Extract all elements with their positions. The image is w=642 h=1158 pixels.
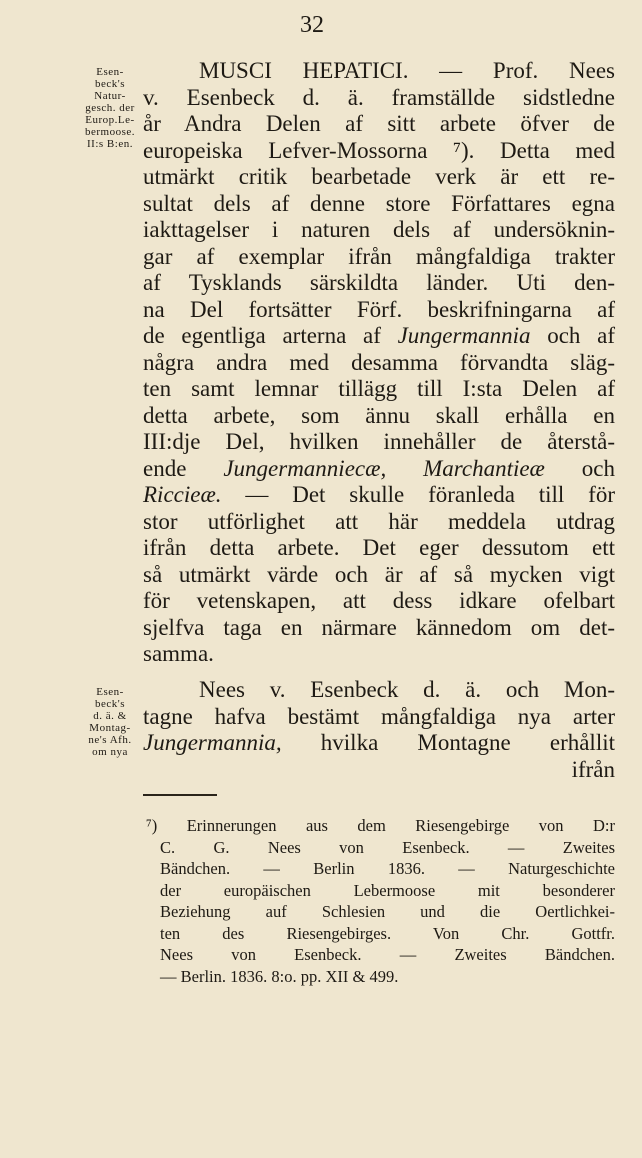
text-segment: ten des Riesengebirges. Von Chr. Gottfr. <box>160 923 615 943</box>
text-line <box>143 615 615 642</box>
italic-taxon-name: Jungermannia <box>397 323 531 348</box>
text-line <box>160 923 615 945</box>
second-paragraph <box>143 676 615 782</box>
text-line <box>160 944 615 966</box>
margin-note-esenbeck-lebermoose <box>78 66 142 150</box>
text-segment: C. G. Nees von Esenbeck. — Zweites <box>160 837 615 857</box>
text-line <box>143 244 615 271</box>
text-segment: der europäischen Lebermoose mit besonderer <box>160 880 615 900</box>
text-line <box>143 350 615 377</box>
text-line <box>143 482 615 509</box>
margin-note-line: beck's <box>94 78 126 90</box>
text-segment: na Del fortsätter Förf. beskrifningarna af <box>143 296 615 322</box>
text-line <box>143 85 615 112</box>
text-line <box>143 191 615 218</box>
text-segment: sjelfva taga en närmare kännedom om det- <box>143 614 615 640</box>
text-segment: MUSCI HEPATICI. — Prof. Nees <box>199 58 615 83</box>
margin-note-line: ne's Afh. <box>88 734 132 746</box>
page-number: 32 <box>300 12 324 38</box>
margin-note-line: bermoose. <box>84 126 135 138</box>
text-segment: ende <box>143 455 224 481</box>
italic-taxon-name: Riccieæ. <box>143 482 222 507</box>
text-line <box>160 880 615 902</box>
text-line <box>143 403 615 430</box>
text-segment: europeiska Lefver-Mossorna ⁷). Detta med <box>143 137 615 163</box>
text-line <box>160 858 615 880</box>
text-line <box>160 901 615 923</box>
text-segment: III:dje Del, hvilken innehåller de återstå- <box>143 429 615 454</box>
text-segment: och af <box>530 323 615 348</box>
text-line <box>143 535 615 562</box>
margin-note-line: Esen- <box>96 66 124 78</box>
text-line <box>143 509 615 536</box>
margin-note-line: Esen- <box>96 686 124 698</box>
text-line <box>143 756 615 783</box>
text-segment: samma. <box>143 641 214 666</box>
text-line <box>143 703 615 730</box>
text-segment: utmärkt critik bearbetade verk är ett re- <box>143 164 615 189</box>
text-segment: v. Esenbeck d. ä. framställde sidstledne <box>143 84 615 110</box>
text-segment: iakttagelser i naturen dels af undersöknin- <box>143 217 615 242</box>
margin-note-line: d. ä. & <box>93 710 127 722</box>
text-segment: sultat dels af denne store Författares egna <box>143 190 615 216</box>
footnote-divider <box>143 794 217 796</box>
text-segment: — Det skulle föranleda till för <box>221 482 615 507</box>
text-line <box>143 562 615 589</box>
text-segment: Nees v. Esenbeck d. ä. och Mon- <box>199 677 615 702</box>
margin-note-line: gesch. der <box>85 102 135 114</box>
text-line <box>146 815 615 837</box>
margin-note-line: Europ.Le- <box>85 114 135 126</box>
text-line <box>143 270 615 297</box>
margin-note-line: Natur- <box>94 90 126 102</box>
text-line <box>143 429 615 456</box>
text-segment: ten samt lemnar tillägg till I:sta Delen af <box>143 376 615 401</box>
text-line <box>143 376 615 403</box>
text-segment: så utmärkt värde och är af så mycken vigt <box>143 561 615 587</box>
text-segment: de egentliga arterna af <box>143 323 398 348</box>
text-segment: år Andra Delen af sitt arbete öfver de <box>143 111 615 136</box>
margin-note-line: beck's <box>94 698 126 710</box>
text-segment: ifrån detta arbete. Det eger dessutom ett <box>143 535 615 560</box>
main-paragraph <box>143 58 615 668</box>
text-line <box>143 641 615 668</box>
text-segment: Bändchen. — Berlin 1836. — Naturgeschichte <box>160 859 615 878</box>
text-line <box>143 111 615 138</box>
footnote <box>146 815 615 987</box>
text-line <box>143 729 615 756</box>
text-line <box>160 837 615 859</box>
text-segment: hvilka Montagne erhållit <box>281 730 615 755</box>
text-segment: af Tysklands särskildta länder. Uti den- <box>143 270 615 295</box>
italic-taxon-name: Jungermanniecæ, Marchantieæ <box>223 455 545 481</box>
text-segment: — Berlin. 1836. 8:o. pp. XII & 499. <box>160 966 399 986</box>
text-segment: detta arbete, som ännu skall erhålla en <box>143 402 615 428</box>
text-segment: några andra med desamma förvandta släg- <box>143 349 615 375</box>
text-segment: gar af exemplar ifrån mångfaldiga trakter <box>143 243 615 269</box>
italic-taxon-name: Jungermannia, <box>143 730 282 755</box>
text-line <box>143 297 615 324</box>
text-line <box>143 138 615 165</box>
margin-note-line: Montag- <box>89 722 131 734</box>
text-line <box>143 456 615 483</box>
text-segment: ⁷) Erinnerungen aus dem Riesengebirge von D:r <box>146 816 615 835</box>
margin-note-line: II:s B:en. <box>87 138 133 150</box>
text-line <box>143 217 615 244</box>
text-segment: ifrån <box>571 756 615 782</box>
text-segment: för vetenskapen, att dess idkare ofelbart <box>143 588 615 613</box>
text-segment: Nees von Esenbeck. — Zweites Bändchen. <box>160 945 615 964</box>
text-line <box>143 676 615 703</box>
text-line <box>143 164 615 191</box>
text-segment: stor utförlighet att här meddela utdrag <box>143 508 615 534</box>
margin-note-line: om nya <box>92 746 128 758</box>
text-line <box>143 323 615 350</box>
text-line <box>143 588 615 615</box>
text-segment: och <box>544 455 616 481</box>
margin-note-montagne <box>78 686 142 758</box>
text-segment: Beziehung auf Schlesien und die Oertlichkei- <box>160 902 615 921</box>
text-line <box>143 58 615 85</box>
text-segment: tagne hafva bestämt mångfaldiga nya arter <box>143 703 615 729</box>
text-line <box>160 966 615 988</box>
